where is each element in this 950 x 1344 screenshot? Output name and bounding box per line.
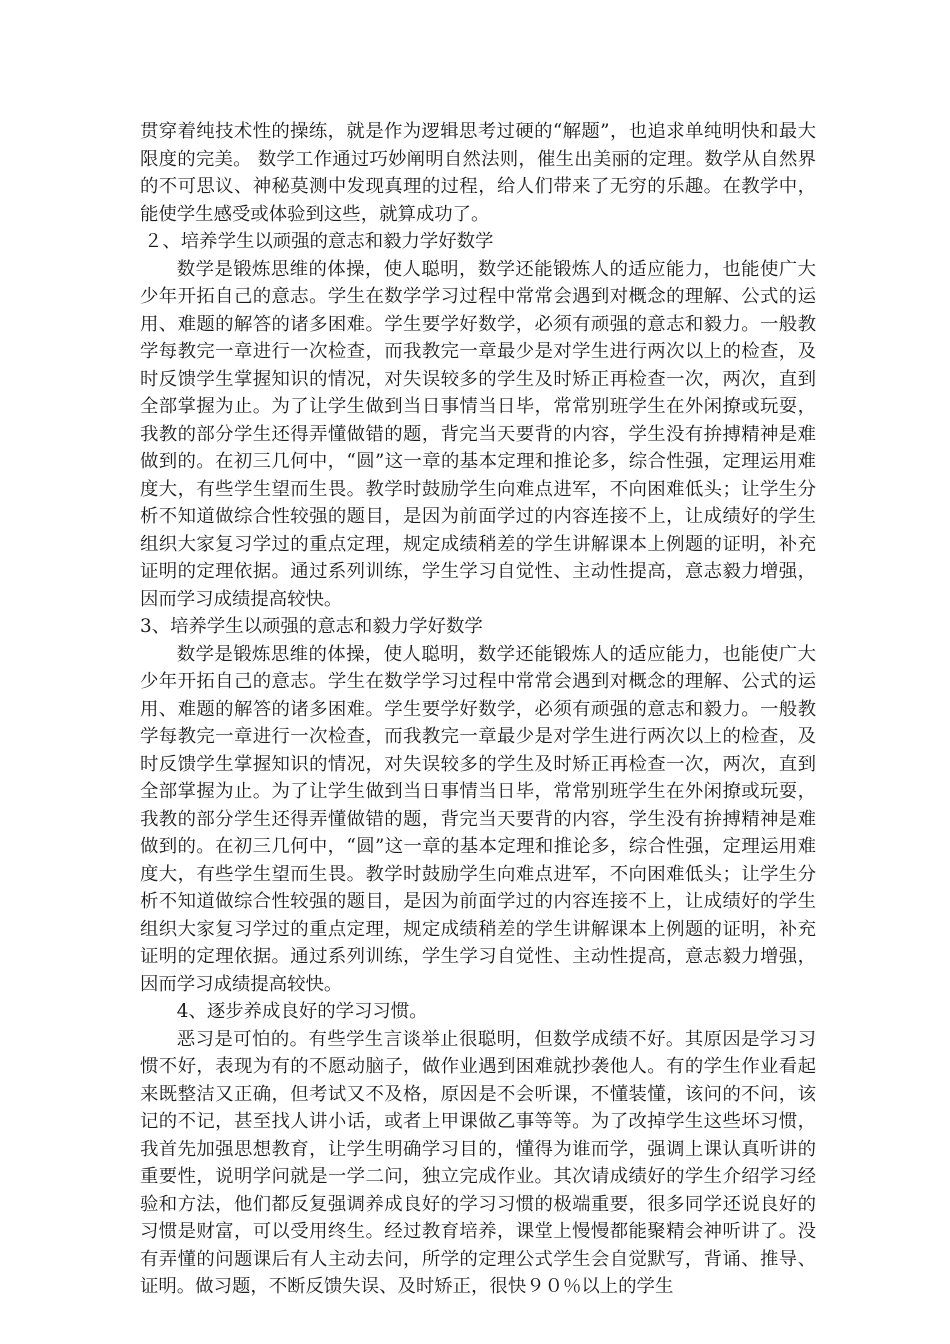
section-heading-3: 3、培养学生以顽强的意志和毅力学好数学: [140, 616, 483, 637]
paragraph-3: 数学是锻炼思维的体操，使人聪明，数学还能锻炼人的适应能力，也能使广大少年开拓自己的意志。学生在数学学习过程中常常会遇到对概念的理解、公式的运用、难题的解答的诸多困难。学生要学好数学，必须有顽强的意志和毅力。一般教学每教完一章进行一次检查，而我教完一章最少是对学生进行两次以上的检查，及时反馈学生掌握知识的情况，对失误较多的学生及时矫正再检查一次，两次，直到全部掌握为止。为了让学生做到当日事情当日毕，常常别班学生在外闲撩或玩耍，我教的部分学生还得弄懂做错的题，背完当天要背的内容，学生没有拚搏精神是难做到的。在初三几何中，“圆”这一章的基本定理和推论多，综合性强，定理运用难度大，有些学生望而生畏。教学时鼓励学生向难点进军，不向困难低头；让学生分析不知道做综合性较强的题目，是因为前面学过的内容连接不上，让成绩好的学生组织大家复习学过的重点定理，规定成绩稍差的学生讲解课本上例题的证明，补充证明的定理依据。通过系列训练，学生学习自觉性、主动性提高，意志毅力增强，因而学习成绩提高较快。: [140, 643, 816, 995]
paragraph-1: 贯穿着纯技术性的操练，就是作为逻辑思考过硬的“解题”，也追求单纯明快和最大限度的完美。 数学工作通过巧妙阐明自然法则，催生出美丽的定理。数学从自然界的不可思议、神秘莫测中发现真理的过程，给人们带来了无穷的乐趣。在教学中，能使学生感受或体验到这些，就算成功了。: [140, 121, 816, 225]
paragraph-2: 数学是锻炼思维的体操，使人聪明，数学还能锻炼人的适应能力，也能使广大少年开拓自己的意志。学生在数学学习过程中常常会遇到对概念的理解、公式的运用、难题的解答的诸多困难。学生要学好数学，必须有顽强的意志和毅力。一般教学每教完一章进行一次检查，而我教完一章最少是对学生进行两次以上的检查，及时反馈学生掌握知识的情况，对失误较多的学生及时矫正再检查一次，两次，直到全部掌握为止。为了让学生做到当日事情当日毕，常常别班学生在外闲撩或玩耍，我教的部分学生还得弄懂做错的题，背完当天要背的内容，学生没有拚搏精神是难做到的。在初三几何中，“圆”这一章的基本定理和推论多，综合性强，定理运用难度大，有些学生望而生畏。教学时鼓励学生向难点进军，不向困难低头；让学生分析不知道做综合性较强的题目，是因为前面学过的内容连接不上，让成绩好的学生组织大家复习学过的重点定理，规定成绩稍差的学生讲解课本上例题的证明，补充证明的定理依据。通过系列训练，学生学习自觉性、主动性提高，意志毅力增强，因而学习成绩提高较快。: [140, 258, 816, 610]
document-page: [140, 118, 816, 1301]
section-heading-4: 4、逐步养成良好的学习习惯。: [176, 1001, 428, 1022]
section-heading-2: ２、培养学生以顽强的意志和毅力学好数学: [144, 231, 494, 252]
paragraph-4: 恶习是可怕的。有些学生言谈举止很聪明，但数学成绩不好。其原因是学习习惯不好，表现为有的不愿动脑子，做作业遇到困难就抄袭他人。有的学生作业看起来既整洁又正确，但考试又不及格，原因是不会听课，不懂装懂，该问的不问，该记的不记，甚至找人讲小话，或者上甲课做乙事等等。为了改掉学生这些坏习惯，我首先加强思想教育，让学生明确学习目的，懂得为谁而学，强调上课认真听讲的重要性，说明学问就是一学二问，独立完成作业。其次请成绩好的学生介绍学习经验和方法，他们都反复强调养成良好的学习习惯的极端重要，很多同学还说良好的习惯是财富，可以受用终生。经过教育培养，课堂上慢慢都能聚精会神听讲了。没有弄懂的问题课后有人主动去问，所学的定理公式学生会自觉默写，背诵、推导、证明。做习题，不断反馈失误、及时矫正，很快９０％以上的学生: [140, 1028, 816, 1297]
